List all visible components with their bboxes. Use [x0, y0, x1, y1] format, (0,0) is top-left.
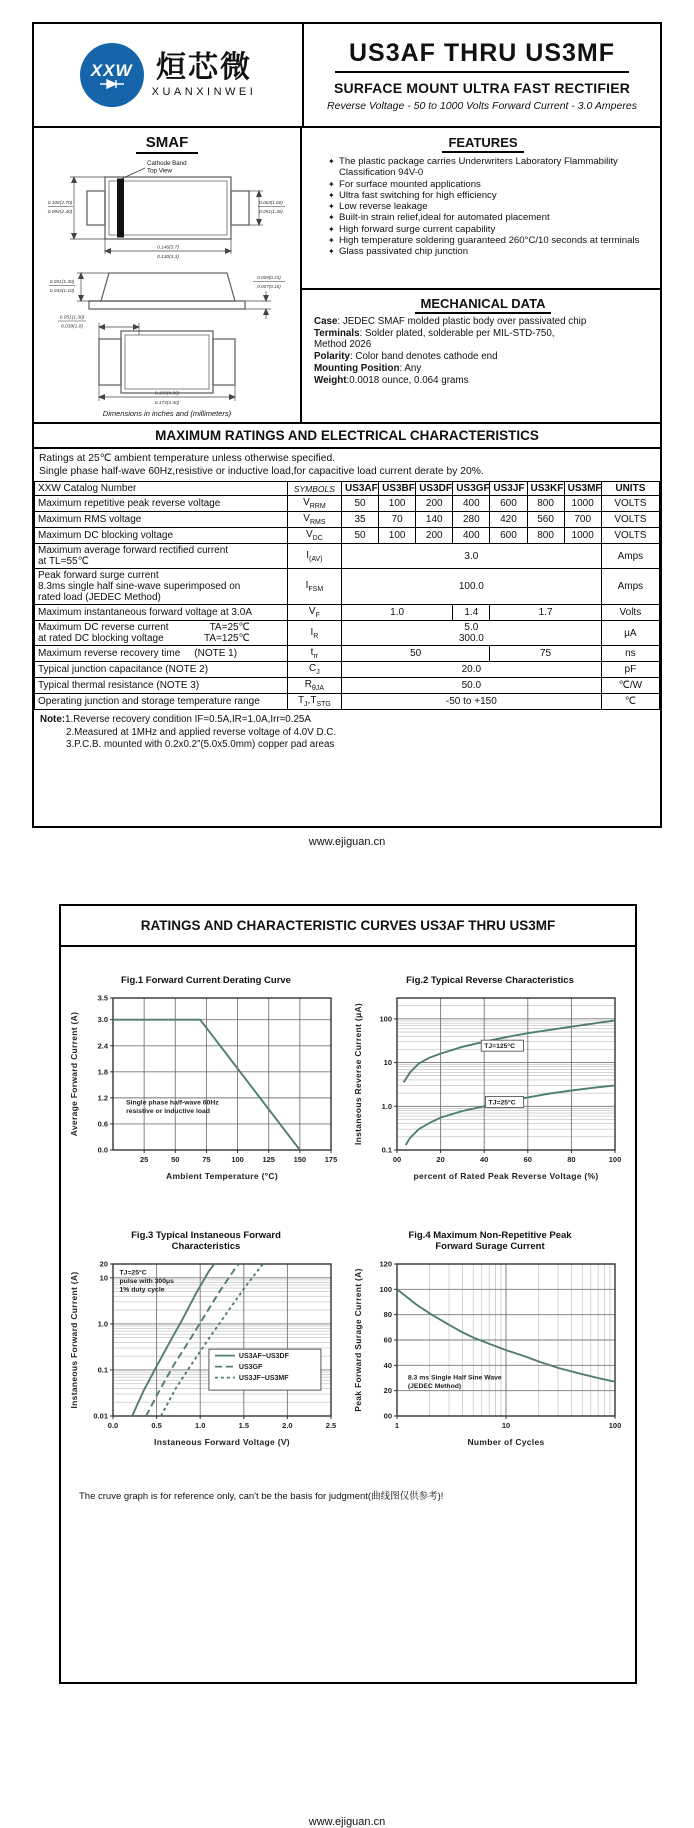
fig4-cell	[351, 1230, 629, 1454]
ratings-table	[34, 481, 660, 710]
part-header-cell: US3JF	[490, 482, 527, 496]
notes-section	[34, 710, 660, 762]
svg-text:Instaneous Forward Current (A): Instaneous Forward Current (A)	[69, 1271, 79, 1408]
param-cell: Maximum reverse recovery time (NOTE 1)	[35, 646, 288, 662]
svg-text:3.5: 3.5	[97, 993, 108, 1002]
symbol-cell: $T_J,T_{STG}$	[287, 694, 341, 710]
dim-label: 0.130(3.3)	[157, 255, 179, 260]
svg-text:10: 10	[383, 1057, 392, 1067]
unit-cell: μA	[601, 621, 659, 646]
param-cell: Maximum DC blocking voltage	[35, 528, 288, 544]
cathode-band	[117, 179, 124, 238]
svg-text:(JEDEC Method): (JEDEC Method)	[407, 1382, 462, 1390]
svg-text:US3GF: US3GF	[238, 1363, 263, 1371]
catalog-header-cell: XXW Catalog Number	[35, 482, 288, 496]
unit-cell: VOLTS	[601, 512, 659, 528]
units-header-cell: UNITS	[601, 482, 659, 496]
symbol-cell: $t_{rr}$	[287, 646, 341, 662]
svg-text:1.0: 1.0	[194, 1420, 206, 1430]
svg-text:75: 75	[202, 1154, 211, 1164]
bullet-icon: ✦	[328, 179, 335, 189]
unit-cell: Amps	[601, 544, 659, 569]
doc-ratings-line: Reverse Voltage - 50 to 1000 Volts Forward Current - 3.0 Amperes	[327, 99, 637, 112]
svg-text:2.0: 2.0	[282, 1420, 293, 1430]
symbol-cell: $V_{RRM}$	[287, 496, 341, 512]
fig4-title: Fig.4 Maximum Non-Repetitive Peak Forward Surage Current	[408, 1229, 572, 1252]
svg-text:1.5: 1.5	[238, 1420, 250, 1430]
mechanical-title: MECHANICAL DATA	[314, 298, 652, 310]
svg-text:0.6: 0.6	[97, 1118, 108, 1128]
unit-cell: pF	[601, 662, 659, 678]
bullet-icon: ✦	[328, 202, 335, 212]
feature-item: ✦ The plastic package carries Underwriters Laboratory Flammability Classification 94V-0	[328, 156, 618, 179]
svg-text:TJ=25°C: TJ=25°C	[119, 1269, 147, 1277]
svg-text:80: 80	[383, 1309, 392, 1319]
param-cell: Maximum RMS voltage	[35, 512, 288, 528]
svg-text:100: 100	[379, 1013, 392, 1023]
feature-item: ✦ Glass passivated chip junction	[328, 246, 469, 258]
fig3-curve	[161, 1264, 263, 1416]
svg-text:80: 80	[567, 1154, 576, 1164]
value-cell: 20.0	[341, 662, 601, 678]
value-cell: 140	[416, 512, 453, 528]
svg-text:2.4: 2.4	[97, 1040, 108, 1050]
fig2-svg	[351, 990, 629, 1188]
feature-item: ✦ Built-in strain relief,ideal for automated placement	[328, 212, 550, 224]
dim-label: 0.007(0.18)	[257, 284, 281, 289]
symbol-cell: $V_{RMS}$	[287, 512, 341, 528]
svg-text:120: 120	[379, 1259, 392, 1268]
doc-subtitle: SURFACE MOUNT ULTRA FAST RECTIFIER	[333, 79, 631, 96]
param-cell: Maximum DC reverse current TA=25℃ at rated DC blocking voltage TA=125℃	[35, 621, 288, 646]
dim-label: 0.094(2.40)	[47, 210, 73, 215]
svg-text:00: 00	[383, 1411, 392, 1420]
svg-text:1.0: 1.0	[97, 1318, 108, 1328]
value-cell: 5.0 300.0	[341, 621, 601, 646]
bullet-icon: ✦	[328, 213, 335, 223]
value-cell: 280	[453, 512, 490, 528]
feature-item: ✦ Ultra fast switching for high efficiency	[328, 189, 497, 201]
note-label: Note:	[40, 714, 66, 725]
svg-text:00: 00	[392, 1154, 402, 1164]
value-cell: 100	[379, 496, 416, 512]
note-line-1: 1.Reverse recovery condition IF=0.5A,IR=1.0A,Irr=0.25A	[65, 714, 311, 725]
package-drawing	[47, 155, 287, 407]
mechanical-data-section	[302, 290, 660, 391]
svg-text:Instaneous Forward Voltage (V): Instaneous Forward Voltage (V)	[154, 1436, 290, 1447]
param-cell: Peak forward surge current 8.3ms single half sine-wave superimposed on rated load (JEDEC Method)	[35, 569, 288, 605]
page2-title: RATINGS AND CHARACTERISTIC CURVES US3AF THRU US3MF	[61, 906, 635, 947]
table-row	[35, 605, 660, 621]
value-cell: 600	[490, 496, 527, 512]
value-cell: 50	[341, 496, 378, 512]
features-mechanical-column	[302, 128, 660, 422]
param-cell: Typical thermal resistance (NOTE 3)	[35, 678, 288, 694]
svg-text:US3JF~US3MF: US3JF~US3MF	[238, 1374, 289, 1382]
table-row	[35, 678, 660, 694]
svg-text:percent of Rated Peak Reverse: percent of Rated Peak Reverse Voltage (%)	[413, 1170, 599, 1181]
svg-text:1: 1	[394, 1420, 400, 1430]
note-line-3: 3.P.C.B. mounted with 0.2x0.2”(5.0x5.0mm) copper pad areas	[66, 739, 335, 750]
bullet-icon: ✦	[328, 190, 335, 200]
value-cell: 100.0	[341, 569, 601, 605]
svg-text:175: 175	[324, 1154, 338, 1164]
package-and-features-section	[34, 128, 660, 422]
mech-line: Polarity: Color band denotes cathode end	[314, 351, 498, 363]
svg-text:Average Forward Current (A): Average Forward Current (A)	[69, 1011, 79, 1136]
svg-text:40: 40	[383, 1360, 392, 1370]
svg-text:pulse with 300μs: pulse with 300μs	[119, 1277, 174, 1285]
brand-latin: XUANXINWEI	[151, 86, 257, 98]
svg-text:1.2: 1.2	[97, 1092, 108, 1102]
symbol-cell: $C_J$	[287, 662, 341, 678]
svg-text:Peak Forward Surage Current (A: Peak Forward Surage Current (A)	[353, 1267, 363, 1412]
value-cell: -50 to +150	[341, 694, 601, 710]
value-cell: 50	[341, 646, 489, 662]
fig1-cell	[67, 975, 345, 1188]
table-row	[35, 569, 660, 605]
svg-text:1.0: 1.0	[381, 1101, 392, 1111]
table-header-row	[35, 482, 660, 496]
feature-item: ✦ Low reverse leakage	[328, 201, 428, 213]
svg-text:20: 20	[383, 1385, 392, 1395]
svg-text:10: 10	[501, 1420, 511, 1430]
value-cell: 1.0	[341, 605, 452, 621]
dim-label: 0.063(1.60)	[259, 200, 283, 205]
top-view-label: Top View	[147, 167, 172, 175]
svg-text:60: 60	[523, 1154, 532, 1164]
svg-text:US3AF~US3DF: US3AF~US3DF	[238, 1352, 289, 1360]
mech-line: Case: JEDEC SMAF molded plastic body over passivated chip	[314, 315, 587, 327]
unit-cell: ℃/W	[601, 678, 659, 694]
part-header-cell: US3GF	[453, 482, 490, 496]
value-cell: 800	[527, 496, 564, 512]
figures-grid	[61, 947, 635, 1454]
value-cell: 200	[416, 496, 453, 512]
table-row	[35, 496, 660, 512]
svg-text:40: 40	[480, 1154, 489, 1164]
dim-label: 0.043(1.10)	[49, 289, 75, 294]
brand-chinese: 烜芯微	[156, 51, 252, 84]
features-list	[314, 156, 652, 258]
svg-text:10: 10	[99, 1272, 108, 1282]
table-row	[35, 528, 660, 544]
title-block	[302, 24, 660, 126]
note-line-2: 2.Measured at 1MHz and applied reverse voltage of 4.0V D.C.	[66, 726, 337, 738]
value-cell: 50.0	[341, 678, 601, 694]
part-header-cell: US3AF	[341, 482, 378, 496]
value-cell: 1000	[564, 528, 601, 544]
table-row	[35, 544, 660, 569]
website-footer-2: www.ejiguan.cn	[308, 1816, 386, 1828]
ratings-condition-2: Single phase half-wave 60Hz,resistive or inductive load,for capacitive load current derate by 20%.	[39, 466, 484, 477]
bullet-icon: ✦	[328, 157, 335, 166]
value-cell: 1.4	[453, 605, 490, 621]
dim-label: 0.146(3.7)	[157, 245, 179, 251]
value-cell: 35	[341, 512, 378, 528]
website-footer-1: www.ejiguan.cn	[308, 836, 386, 848]
svg-text:150: 150	[293, 1154, 307, 1164]
package-name: SMAF	[34, 134, 300, 151]
param-cell: Maximum average forward rectified current at TL=55℃	[35, 544, 288, 569]
value-cell: 50	[341, 528, 378, 544]
dimensions-note: Dimensions in inches and (millimeters)	[102, 409, 232, 418]
svg-text:0.01: 0.01	[93, 1411, 108, 1420]
svg-text:20: 20	[436, 1154, 445, 1164]
dim-label: 0.039(1.0)	[61, 324, 83, 330]
param-cell: Operating junction and storage temperature range	[35, 694, 288, 710]
mech-line: Terminals: Solder plated, solderable per MIL-STD-750,	[314, 327, 555, 339]
param-cell: Maximum repetitive peak reverse voltage	[35, 496, 288, 512]
dim-label: 0.051(1.30)	[49, 280, 75, 285]
dim-label: 0.193(4.90)	[154, 391, 180, 397]
value-cell: 400	[453, 496, 490, 512]
fig2-cell	[351, 975, 629, 1188]
unit-cell: VOLTS	[601, 528, 659, 544]
svg-text:0.0: 0.0	[97, 1145, 108, 1154]
fig2-curve	[406, 1085, 615, 1145]
svg-text:1.8: 1.8	[97, 1066, 108, 1076]
package-column	[34, 128, 302, 422]
svg-text:Instaneous Reverse Current (μA: Instaneous Reverse Current (μA)	[353, 1002, 363, 1145]
brand-text	[152, 52, 257, 98]
svg-text:3.0: 3.0	[97, 1014, 108, 1024]
svg-text:Number of Cycles: Number of Cycles	[467, 1436, 545, 1447]
svg-text:TJ=25°C: TJ=25°C	[488, 1098, 516, 1106]
dim-label: 0.051(1.30)	[59, 315, 85, 321]
bullet-icon: ✦	[328, 224, 335, 234]
value-cell: 70	[379, 512, 416, 528]
value-cell: 400	[453, 528, 490, 544]
svg-text:60: 60	[383, 1335, 392, 1344]
value-cell: 3.0	[341, 544, 601, 569]
symbol-cell: $R_{\theta JA}$	[287, 678, 341, 694]
feature-item: ✦ For surface mounted applications	[328, 178, 481, 190]
svg-text:20: 20	[99, 1259, 108, 1268]
features-title: FEATURES	[314, 135, 652, 150]
svg-text:0.0: 0.0	[107, 1420, 119, 1430]
svg-text:2.5: 2.5	[325, 1420, 337, 1430]
svg-text:Single phase half-wave 60Hz: Single phase half-wave 60Hz	[126, 1098, 219, 1106]
symbol-cell: $V_{DC}$	[287, 528, 341, 544]
svg-text:TJ=125°C: TJ=125°C	[484, 1042, 516, 1050]
symbol-cell: $V_F$	[287, 605, 341, 621]
ratings-conditions	[34, 449, 660, 481]
ratings-section-title: MAXIMUM RATINGS AND ELECTRICAL CHARACTERISTICS	[34, 422, 660, 449]
table-row	[35, 662, 660, 678]
bullet-icon: ✦	[328, 236, 335, 246]
logo-monogram: XXW	[90, 60, 133, 80]
mech-line: Mounting Position: Any	[314, 362, 422, 374]
symbol-cell: $I_R$	[287, 621, 341, 646]
header	[34, 24, 660, 128]
value-cell: 75	[490, 646, 601, 662]
unit-cell: Volts	[601, 605, 659, 621]
value-cell: 1.7	[490, 605, 601, 621]
value-cell: 1000	[564, 496, 601, 512]
fig3-cell	[67, 1230, 345, 1454]
ratings-condition-1: Ratings at 25℃ ambient temperature unless otherwise specified.	[39, 453, 336, 464]
svg-text:0.1: 0.1	[381, 1145, 392, 1154]
value-cell: 600	[490, 528, 527, 544]
table-row	[35, 621, 660, 646]
fig3-svg	[67, 1256, 345, 1454]
cathode-band-label: Cathode Band	[147, 160, 187, 167]
svg-text:25: 25	[139, 1154, 149, 1164]
svg-text:8.3 ms Single Half Sine Wave: 8.3 ms Single Half Sine Wave	[407, 1374, 502, 1382]
symbol-cell: $I_{FSM}$	[287, 569, 341, 605]
svg-text:125: 125	[262, 1154, 275, 1164]
dim-label: 0.009(0.23)	[257, 275, 281, 280]
fig1-svg	[67, 990, 345, 1188]
value-cell: 200	[416, 528, 453, 544]
svg-text:100: 100	[231, 1154, 244, 1164]
unit-cell: ℃	[601, 694, 659, 710]
mech-line: Method 2026	[314, 339, 372, 351]
svg-text:100: 100	[608, 1420, 622, 1430]
unit-cell: VOLTS	[601, 496, 659, 512]
company-logo	[34, 24, 302, 126]
table-row	[35, 694, 660, 710]
table-row	[35, 512, 660, 528]
value-cell: 420	[490, 512, 527, 528]
fig4-svg	[351, 1256, 629, 1454]
svg-text:50: 50	[171, 1154, 180, 1164]
feature-item: ✦ High forward surge current capability	[328, 223, 496, 235]
feature-item: ✦ High temperature soldering guaranteed 260°C/10 seconds at terminals	[328, 235, 640, 247]
dim-label: 0.051(1.30)	[259, 209, 283, 214]
value-cell: 700	[564, 512, 601, 528]
mech-line: Weight:0.0018 ounce, 0.064 grams	[314, 374, 469, 386]
doc-title: US3AF THRU US3MF	[335, 39, 629, 73]
part-header-cell: US3DF	[416, 482, 453, 496]
dim-label: 0.106(2.70)	[47, 201, 73, 206]
unit-cell: Amps	[601, 569, 659, 605]
param-cell: Typical junction capacitance (NOTE 2)	[35, 662, 288, 678]
symbols-header-cell: SYMBOLS	[287, 482, 341, 496]
diode-icon	[99, 79, 125, 89]
datasheet-page-1	[32, 22, 662, 828]
value-cell: 100	[379, 528, 416, 544]
datasheet-page-2	[59, 904, 637, 1684]
table-row	[35, 646, 660, 662]
fig3-title: Fig.3 Typical Instaneous Forward Characteristics	[131, 1229, 281, 1252]
part-header-cell: US3BF	[379, 482, 416, 496]
svg-text:resistive or inductive load: resistive or inductive load	[126, 1107, 210, 1115]
logo-circle-icon	[80, 43, 144, 107]
curve-disclaimer: The cruve graph is for reference only, can't be the basis for judgment(曲线图仅供参考)!	[79, 1490, 444, 1502]
fig1-title: Fig.1 Forward Current Derating Curve	[121, 975, 291, 986]
svg-text:1% duty cycle: 1% duty cycle	[119, 1285, 165, 1293]
bullet-icon: ✦	[328, 247, 335, 257]
value-cell: 560	[527, 512, 564, 528]
param-cell: Maximum instantaneous forward voltage at 3.0A	[35, 605, 288, 621]
features-section	[302, 128, 660, 290]
svg-text:100: 100	[608, 1154, 622, 1164]
fig2-title: Fig.2 Typical Reverse Characteristics	[406, 975, 574, 986]
part-header-cell: US3KF	[527, 482, 564, 496]
symbol-cell: $I_{(AV)}$	[287, 544, 341, 569]
svg-text:0.1: 0.1	[97, 1364, 108, 1374]
dim-label: 0.173(4.40)	[154, 401, 180, 406]
svg-text:Ambient Temperature (°C): Ambient Temperature (°C)	[166, 1170, 278, 1181]
svg-text:0.5: 0.5	[151, 1420, 162, 1430]
unit-cell: ns	[601, 646, 659, 662]
part-header-cell: US3MF	[564, 482, 601, 496]
svg-text:100: 100	[379, 1284, 392, 1294]
value-cell: 800	[527, 528, 564, 544]
